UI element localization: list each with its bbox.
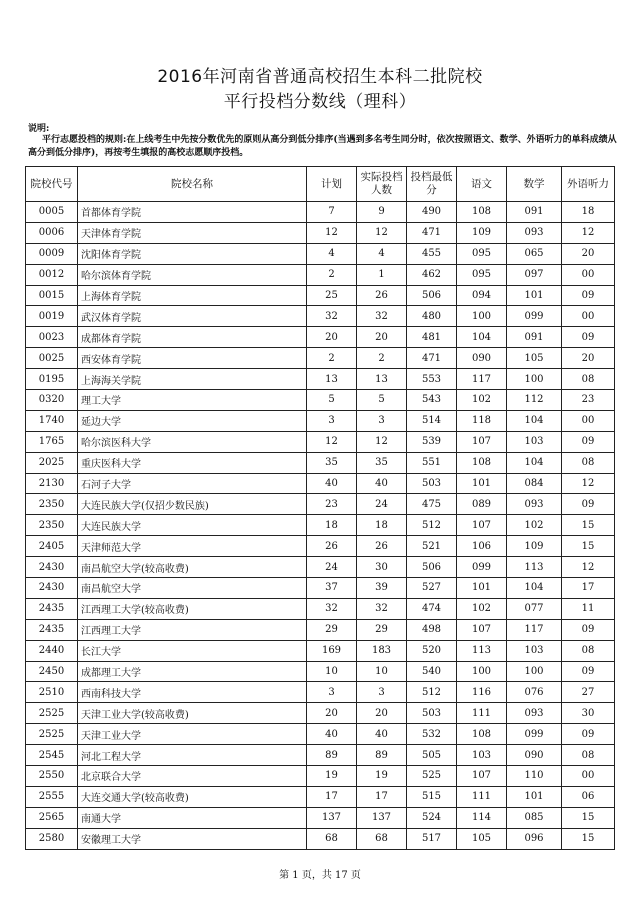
cell-plan: 169: [307, 640, 357, 661]
table-row: [26, 745, 615, 766]
cell-math: 103: [507, 431, 562, 452]
cell-name: 成都体育学院: [78, 327, 307, 348]
table-row: [26, 243, 615, 264]
cell-math: 085: [507, 807, 562, 828]
cell-plan: 2: [307, 348, 357, 369]
table-row: [26, 598, 615, 619]
cell-listening: 15: [562, 536, 615, 557]
cell-listening: 30: [562, 703, 615, 724]
cell-math: 105: [507, 348, 562, 369]
cell-min-score: 475: [407, 494, 457, 515]
cell-chinese: 102: [457, 598, 507, 619]
cell-chinese: 107: [457, 619, 507, 640]
cell-min-score: 490: [407, 202, 457, 223]
cell-chinese: 105: [457, 828, 507, 849]
cell-actual: 32: [357, 598, 407, 619]
cell-plan: 25: [307, 285, 357, 306]
cell-actual: 20: [357, 327, 407, 348]
cell-plan: 23: [307, 494, 357, 515]
cell-plan: 32: [307, 306, 357, 327]
cell-listening: 11: [562, 598, 615, 619]
cell-name: 南通大学: [78, 807, 307, 828]
cell-code: 2550: [26, 766, 78, 787]
cell-listening: 12: [562, 473, 615, 494]
cell-chinese: 099: [457, 557, 507, 578]
cell-code: 0023: [26, 327, 78, 348]
cell-math: 101: [507, 285, 562, 306]
col-header-chinese: 语文: [457, 167, 507, 202]
cell-listening: 18: [562, 202, 615, 223]
cell-name: 天津工业大学: [78, 724, 307, 745]
cell-actual: 9: [357, 202, 407, 223]
cell-actual: 1: [357, 264, 407, 285]
cell-math: 103: [507, 640, 562, 661]
cell-listening: 20: [562, 348, 615, 369]
cell-actual: 183: [357, 640, 407, 661]
cell-code: 0006: [26, 222, 78, 243]
table-row: [26, 348, 615, 369]
cell-min-score: 543: [407, 390, 457, 411]
cell-actual: 30: [357, 557, 407, 578]
table-row: [26, 536, 615, 557]
cell-actual: 12: [357, 222, 407, 243]
cell-chinese: 107: [457, 766, 507, 787]
cell-min-score: 503: [407, 473, 457, 494]
cell-listening: 00: [562, 306, 615, 327]
cell-chinese: 101: [457, 578, 507, 599]
cell-min-score: 540: [407, 661, 457, 682]
cell-listening: 00: [562, 766, 615, 787]
table-row: [26, 390, 615, 411]
cell-actual: 40: [357, 473, 407, 494]
cell-actual: 137: [357, 807, 407, 828]
cell-actual: 40: [357, 724, 407, 745]
cell-listening: 09: [562, 619, 615, 640]
cell-math: 101: [507, 786, 562, 807]
table-body: [26, 202, 615, 850]
cell-chinese: 103: [457, 745, 507, 766]
cell-math: 112: [507, 390, 562, 411]
table-row: [26, 285, 615, 306]
cell-plan: 37: [307, 578, 357, 599]
cell-min-score: 551: [407, 452, 457, 473]
cell-min-score: 517: [407, 828, 457, 849]
cell-min-score: 471: [407, 348, 457, 369]
cell-plan: 13: [307, 369, 357, 390]
cell-chinese: 107: [457, 515, 507, 536]
cell-min-score: 462: [407, 264, 457, 285]
cell-code: 2525: [26, 724, 78, 745]
cell-listening: 09: [562, 431, 615, 452]
cell-code: 2430: [26, 557, 78, 578]
cell-plan: 40: [307, 724, 357, 745]
cell-actual: 68: [357, 828, 407, 849]
table-row: [26, 766, 615, 787]
cell-listening: 06: [562, 786, 615, 807]
cell-min-score: 532: [407, 724, 457, 745]
cell-min-score: 498: [407, 619, 457, 640]
table-row: [26, 452, 615, 473]
cell-min-score: 525: [407, 766, 457, 787]
cell-math: 104: [507, 452, 562, 473]
cell-name: 天津工业大学(较高收费): [78, 703, 307, 724]
cell-chinese: 108: [457, 202, 507, 223]
cell-listening: 27: [562, 682, 615, 703]
cell-actual: 20: [357, 703, 407, 724]
cell-chinese: 116: [457, 682, 507, 703]
cell-math: 093: [507, 703, 562, 724]
cell-code: 0005: [26, 202, 78, 223]
cell-min-score: 527: [407, 578, 457, 599]
cell-name: 大连交通大学(较高收费): [78, 786, 307, 807]
cell-plan: 24: [307, 557, 357, 578]
cell-code: 2350: [26, 515, 78, 536]
cell-name: 河北工程大学: [78, 745, 307, 766]
cell-chinese: 104: [457, 327, 507, 348]
cell-name: 天津师范大学: [78, 536, 307, 557]
col-header-code: 院校代号: [26, 167, 78, 202]
cell-chinese: 095: [457, 243, 507, 264]
cell-actual: 24: [357, 494, 407, 515]
cell-name: 延边大学: [78, 410, 307, 431]
cell-math: 104: [507, 578, 562, 599]
cell-min-score: 471: [407, 222, 457, 243]
cell-min-score: 481: [407, 327, 457, 348]
cell-chinese: 101: [457, 473, 507, 494]
document-title: 2016年河南省普通高校招生本科二批院校: [157, 67, 483, 87]
cell-name: 上海海关学院: [78, 369, 307, 390]
cell-code: 2350: [26, 494, 78, 515]
table-row: [26, 515, 615, 536]
cell-chinese: 114: [457, 807, 507, 828]
cell-plan: 12: [307, 431, 357, 452]
cell-code: 0019: [26, 306, 78, 327]
table-row: [26, 306, 615, 327]
table-row: [26, 431, 615, 452]
cell-listening: 15: [562, 515, 615, 536]
cell-actual: 13: [357, 369, 407, 390]
cell-min-score: 539: [407, 431, 457, 452]
table-row: [26, 202, 615, 223]
cell-code: 2130: [26, 473, 78, 494]
cell-listening: 00: [562, 410, 615, 431]
cell-plan: 20: [307, 327, 357, 348]
cell-plan: 40: [307, 473, 357, 494]
cell-name: 武汉体育学院: [78, 306, 307, 327]
cell-name: 安徽理工大学: [78, 828, 307, 849]
cell-chinese: 095: [457, 264, 507, 285]
cell-actual: 2: [357, 348, 407, 369]
cell-plan: 89: [307, 745, 357, 766]
cell-chinese: 117: [457, 369, 507, 390]
cell-min-score: 512: [407, 682, 457, 703]
col-header-listening: 外语听力: [562, 167, 615, 202]
cell-listening: 15: [562, 828, 615, 849]
cell-min-score: 506: [407, 557, 457, 578]
table-row: [26, 557, 615, 578]
cell-code: 1765: [26, 431, 78, 452]
cell-name: 西安体育学院: [78, 348, 307, 369]
cell-actual: 39: [357, 578, 407, 599]
table-row: [26, 578, 615, 599]
cell-name: 长江大学: [78, 640, 307, 661]
table-row: [26, 724, 615, 745]
cell-name: 大连民族大学: [78, 515, 307, 536]
cell-code: 0320: [26, 390, 78, 411]
cell-code: 2525: [26, 703, 78, 724]
cell-math: 099: [507, 306, 562, 327]
cell-chinese: 111: [457, 703, 507, 724]
cell-listening: 08: [562, 369, 615, 390]
col-header-math: 数学: [507, 167, 562, 202]
cell-plan: 20: [307, 703, 357, 724]
cell-code: 1740: [26, 410, 78, 431]
cell-plan: 35: [307, 452, 357, 473]
cell-name: 首都体育学院: [78, 202, 307, 223]
cell-listening: 20: [562, 243, 615, 264]
table-row: [26, 682, 615, 703]
cell-name: 上海体育学院: [78, 285, 307, 306]
cell-code: 0195: [26, 369, 78, 390]
cell-actual: 5: [357, 390, 407, 411]
cell-min-score: 474: [407, 598, 457, 619]
cell-code: 2440: [26, 640, 78, 661]
cell-name: 北京联合大学: [78, 766, 307, 787]
cell-code: 2435: [26, 619, 78, 640]
cell-actual: 18: [357, 515, 407, 536]
cell-name: 南昌航空大学(较高收费): [78, 557, 307, 578]
cell-listening: 09: [562, 327, 615, 348]
cell-listening: 09: [562, 724, 615, 745]
cell-plan: 68: [307, 828, 357, 849]
cell-actual: 35: [357, 452, 407, 473]
table-row: [26, 640, 615, 661]
table-row: [26, 222, 615, 243]
cell-math: 093: [507, 222, 562, 243]
note-text: 平行志愿投档的规则:在上线考生中先按分数优先的原则从高分到低分排序(当遇到多名考生同分时，依次按照语文、数学、外语听力的单科成绩从高分到低分排序)，再按考生填报的高校志愿顺序投档。: [28, 135, 617, 158]
cell-listening: 17: [562, 578, 615, 599]
cell-code: 2450: [26, 661, 78, 682]
cell-name: 哈尔滨医科大学: [78, 431, 307, 452]
cell-listening: 08: [562, 452, 615, 473]
cell-name: 哈尔滨体育学院: [78, 264, 307, 285]
cell-code: 2510: [26, 682, 78, 703]
cell-math: 091: [507, 327, 562, 348]
cell-code: 0012: [26, 264, 78, 285]
cell-name: 石河子大学: [78, 473, 307, 494]
cell-listening: 12: [562, 557, 615, 578]
cell-math: 102: [507, 515, 562, 536]
cell-listening: 09: [562, 661, 615, 682]
cell-plan: 5: [307, 390, 357, 411]
cell-chinese: 108: [457, 724, 507, 745]
cell-listening: 08: [562, 640, 615, 661]
cell-min-score: 521: [407, 536, 457, 557]
cell-actual: 3: [357, 410, 407, 431]
cell-math: 117: [507, 619, 562, 640]
table-row: [26, 786, 615, 807]
cell-math: 076: [507, 682, 562, 703]
cell-plan: 10: [307, 661, 357, 682]
cell-chinese: 108: [457, 452, 507, 473]
cell-min-score: 512: [407, 515, 457, 536]
cell-listening: 23: [562, 390, 615, 411]
table-row: [26, 473, 615, 494]
cell-listening: 12: [562, 222, 615, 243]
cell-plan: 17: [307, 786, 357, 807]
cell-plan: 7: [307, 202, 357, 223]
cell-min-score: 503: [407, 703, 457, 724]
table-row: [26, 327, 615, 348]
cell-plan: 137: [307, 807, 357, 828]
cell-actual: 26: [357, 285, 407, 306]
cell-chinese: 107: [457, 431, 507, 452]
cell-math: 091: [507, 202, 562, 223]
col-header-name: 院校名称: [78, 167, 307, 202]
cell-name: 大连民族大学(仅招少数民族): [78, 494, 307, 515]
page-footer: 第 1 页，共 17 页: [279, 870, 361, 881]
cell-plan: 4: [307, 243, 357, 264]
cell-listening: 00: [562, 264, 615, 285]
document-subtitle: 平行投档分数线（理科）: [223, 92, 417, 112]
cell-plan: 19: [307, 766, 357, 787]
cell-math: 100: [507, 369, 562, 390]
cell-code: 0015: [26, 285, 78, 306]
cell-math: 110: [507, 766, 562, 787]
cell-chinese: 109: [457, 222, 507, 243]
cell-name: 沈阳体育学院: [78, 243, 307, 264]
cell-plan: 3: [307, 682, 357, 703]
cell-name: 南昌航空大学: [78, 578, 307, 599]
cell-name: 天津体育学院: [78, 222, 307, 243]
table-row: [26, 807, 615, 828]
cell-math: 097: [507, 264, 562, 285]
cell-code: 2430: [26, 578, 78, 599]
table-row: [26, 410, 615, 431]
cell-chinese: 100: [457, 661, 507, 682]
cell-math: 084: [507, 473, 562, 494]
cell-actual: 32: [357, 306, 407, 327]
cell-name: 理工大学: [78, 390, 307, 411]
table-header-row: [26, 167, 615, 202]
cell-actual: 3: [357, 682, 407, 703]
cell-plan: 12: [307, 222, 357, 243]
cell-name: 江西理工大学: [78, 619, 307, 640]
cell-actual: 89: [357, 745, 407, 766]
table-row: [26, 661, 615, 682]
cell-code: 2405: [26, 536, 78, 557]
table-row: [26, 369, 615, 390]
table-row: [26, 703, 615, 724]
cell-plan: 26: [307, 536, 357, 557]
cell-code: 0009: [26, 243, 78, 264]
cell-code: 2580: [26, 828, 78, 849]
cell-listening: 09: [562, 285, 615, 306]
cell-chinese: 090: [457, 348, 507, 369]
cell-min-score: 515: [407, 786, 457, 807]
cell-plan: 32: [307, 598, 357, 619]
cell-min-score: 480: [407, 306, 457, 327]
cell-name: 江西理工大学(较高收费): [78, 598, 307, 619]
table-row: [26, 264, 615, 285]
cell-min-score: 524: [407, 807, 457, 828]
cell-chinese: 111: [457, 786, 507, 807]
cell-math: 093: [507, 494, 562, 515]
cell-code: 2545: [26, 745, 78, 766]
cell-min-score: 514: [407, 410, 457, 431]
cell-plan: 3: [307, 410, 357, 431]
cell-math: 090: [507, 745, 562, 766]
col-header-plan: 计划: [307, 167, 357, 202]
table-row: [26, 494, 615, 515]
cell-code: 0025: [26, 348, 78, 369]
cell-min-score: 455: [407, 243, 457, 264]
cell-min-score: 505: [407, 745, 457, 766]
cell-math: 099: [507, 724, 562, 745]
col-header-min-score: 投档最低分: [407, 167, 457, 202]
cell-chinese: 113: [457, 640, 507, 661]
cell-plan: 29: [307, 619, 357, 640]
cell-code: 2435: [26, 598, 78, 619]
cell-min-score: 506: [407, 285, 457, 306]
cell-chinese: 106: [457, 536, 507, 557]
cell-code: 2565: [26, 807, 78, 828]
cell-math: 077: [507, 598, 562, 619]
cell-plan: 18: [307, 515, 357, 536]
cell-name: 重庆医科大学: [78, 452, 307, 473]
cell-actual: 10: [357, 661, 407, 682]
cell-actual: 19: [357, 766, 407, 787]
cell-math: 096: [507, 828, 562, 849]
cell-math: 113: [507, 557, 562, 578]
cell-plan: 2: [307, 264, 357, 285]
cell-listening: 15: [562, 807, 615, 828]
cell-actual: 4: [357, 243, 407, 264]
cell-chinese: 100: [457, 306, 507, 327]
cell-listening: 09: [562, 494, 615, 515]
cell-name: 西南科技大学: [78, 682, 307, 703]
cell-chinese: 089: [457, 494, 507, 515]
cell-chinese: 118: [457, 410, 507, 431]
cell-listening: 08: [562, 745, 615, 766]
cell-math: 109: [507, 536, 562, 557]
cell-chinese: 102: [457, 390, 507, 411]
cell-actual: 17: [357, 786, 407, 807]
cell-name: 成都理工大学: [78, 661, 307, 682]
col-header-actual: 实际投档人数: [357, 167, 407, 202]
score-table: [25, 166, 615, 850]
cell-math: 104: [507, 410, 562, 431]
cell-actual: 12: [357, 431, 407, 452]
cell-actual: 26: [357, 536, 407, 557]
cell-code: 2025: [26, 452, 78, 473]
note-label: 说明:: [28, 124, 50, 134]
cell-math: 065: [507, 243, 562, 264]
table-row: [26, 828, 615, 849]
cell-actual: 29: [357, 619, 407, 640]
cell-min-score: 520: [407, 640, 457, 661]
cell-min-score: 553: [407, 369, 457, 390]
cell-code: 2555: [26, 786, 78, 807]
table-row: [26, 619, 615, 640]
cell-math: 100: [507, 661, 562, 682]
cell-chinese: 094: [457, 285, 507, 306]
